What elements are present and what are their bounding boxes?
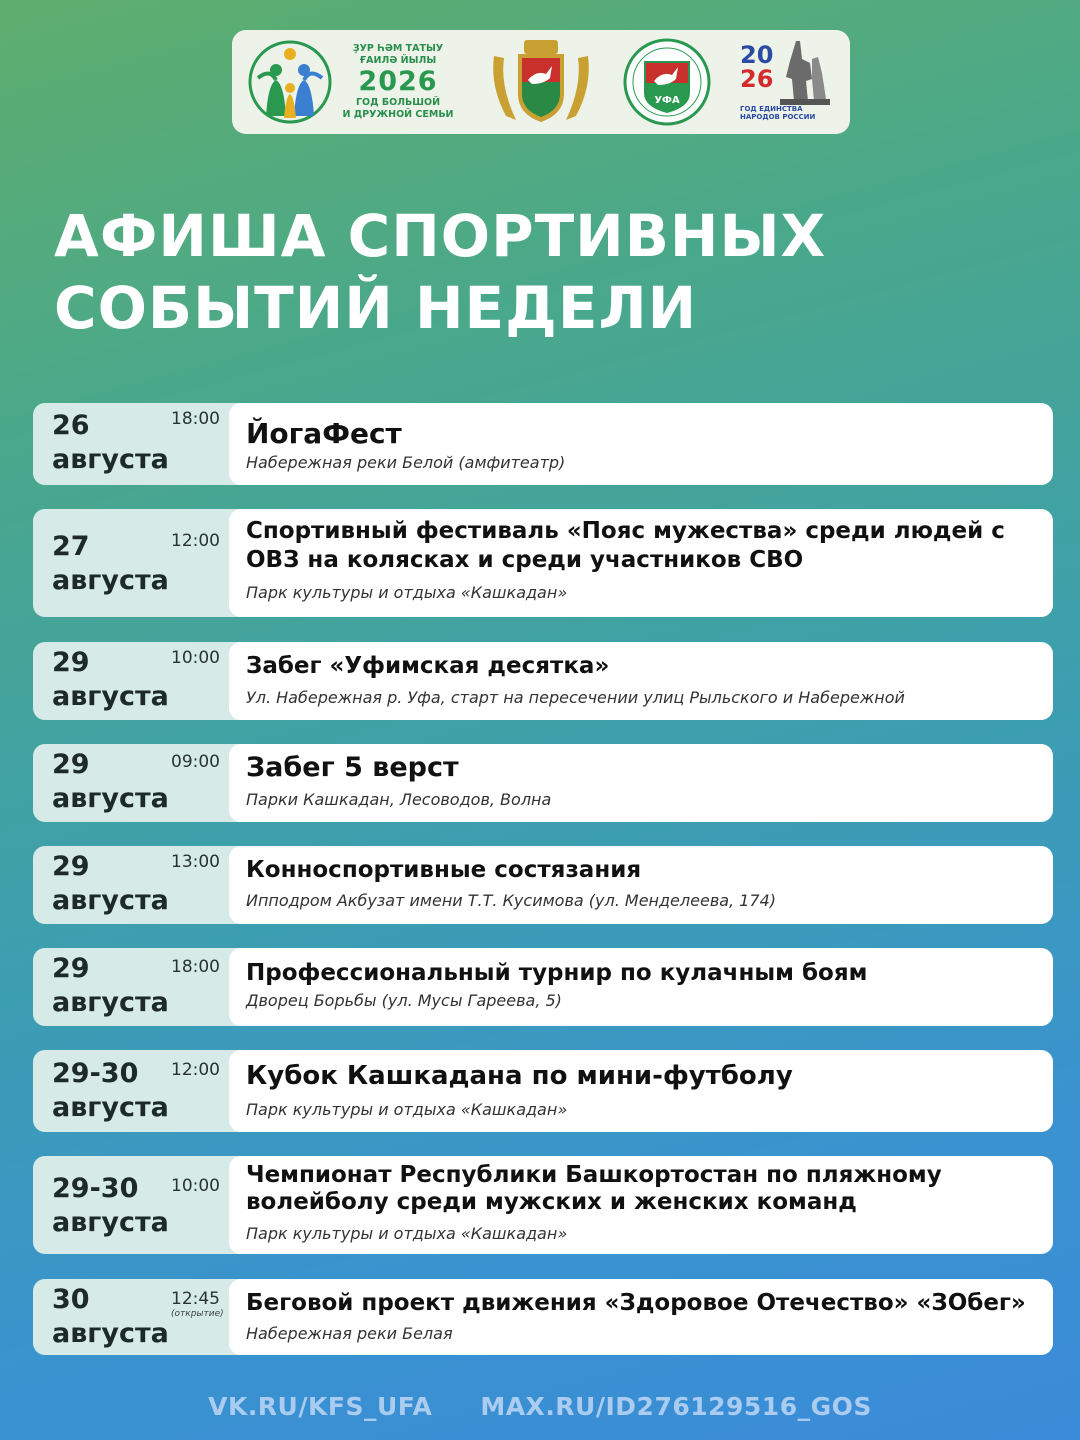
family-emblem-icon [246,38,334,126]
event-date [33,509,229,617]
event-date [33,642,229,720]
event-day: 29-30 [52,1173,139,1204]
event-day: 29 [52,953,90,984]
event-card [33,846,1053,924]
event-month: августа [52,1092,169,1123]
event-day: 29 [52,647,90,678]
family-year-line3: ГОД БОЛЬШОЙ [355,97,441,108]
event-month: августа [52,987,169,1018]
event-place: Ул. Набережная р. Уфа, старт на пересечении улиц Рыльского и Набережной [246,688,905,707]
family-year-number: 2026 [358,66,438,97]
event-place: Набережная реки Белая [246,1324,453,1343]
event-day: 30 [52,1284,90,1315]
event-info [229,509,1053,617]
unity-year-caption: ГОД ЕДИНСТВА НАРОДОВ РОССИИ [740,105,816,121]
event-card [33,744,1053,822]
event-time: 10:00 [171,1176,220,1196]
event-title: Конноспортивные состязания [246,857,642,883]
event-place: Ипподром Акбузат имени Т.Т. Кусимова (ул. Менделеева, 174) [246,891,776,910]
event-time: 10:00 [171,648,220,668]
title-line-2: СОБЫТИЙ НЕДЕЛИ [54,274,698,342]
event-place: Парки Кашкадан, Лесоводов, Волна [246,790,552,809]
event-card [33,642,1053,720]
event-card [33,509,1053,617]
event-info [229,948,1053,1026]
event-title: ЙогаФест [246,417,402,450]
event-info [229,744,1053,822]
title-line-1: АФИША СПОРТИВНЫХ [54,202,827,270]
event-date [33,948,229,1026]
unity-year-b: 26 [740,65,774,93]
event-title: Забег «Уфимская десятка» [246,653,610,679]
monument-icon [766,39,836,105]
page-title [54,200,1034,344]
event-day: 29 [52,851,90,882]
event-date [33,1050,229,1132]
year-of-unity-logo [740,37,836,127]
vk-link[interactable]: VK.RU/KFS_UFA [208,1392,433,1421]
max-link[interactable]: MAX.RU/ID276129516_GOS [480,1392,872,1421]
event-month: августа [52,885,169,916]
event-place: Набережная реки Белой (амфитеатр) [246,453,566,472]
event-month: августа [52,783,169,814]
event-place: Парк культуры и отдыха «Кашкадан» [246,1224,568,1243]
event-title: Забег 5 верст [246,752,459,783]
event-title: Кубок Кашкадана по мини-футболу [246,1061,793,1091]
family-year-line2: ҒАИЛӘ ЙЫЛЫ [359,55,437,66]
event-info [229,1050,1053,1132]
event-place: Дворец Борьбы (ул. Мусы Гареева, 5) [246,991,562,1010]
event-card [33,1050,1053,1132]
footer-links [0,1392,1080,1426]
event-card [33,403,1053,485]
event-month: августа [52,1318,169,1349]
event-date [33,1156,229,1254]
event-info [229,846,1053,924]
event-title: Профессиональный турнир по кулачным боям [246,960,868,986]
event-place: Парк культуры и отдыха «Кашкадан» [246,583,568,602]
event-month: августа [52,681,169,712]
logo-bar [232,30,850,134]
event-time: 12:00 [171,1060,220,1080]
event-time: 13:00 [171,852,220,872]
event-time: 09:00 [171,752,220,772]
event-info [229,1156,1053,1254]
event-day: 29 [52,749,90,780]
event-month: августа [52,444,169,475]
event-info [229,1279,1053,1355]
event-info [229,403,1053,485]
event-date [33,744,229,822]
unity-year-a: 20 [740,41,774,69]
ufa-seal-text: УФА [654,95,680,106]
event-card [33,948,1053,1026]
event-card [33,1156,1053,1254]
family-year-line1: ҘУР ҺӘМ ТАТЫУ [352,43,444,54]
event-day: 26 [52,410,90,441]
event-day: 27 [52,531,90,562]
event-info [229,642,1053,720]
family-year-text [342,43,454,121]
unity-year-number [740,43,773,91]
event-time: 12:00 [171,531,220,551]
event-month: августа [52,1207,169,1238]
event-date [33,846,229,924]
family-year-line4: И ДРУЖНОЙ СЕМЬИ [342,109,454,120]
event-time: 18:00 [171,409,220,429]
event-day: 29-30 [52,1058,139,1089]
event-title: Чемпионат Республики Башкортостан по пляжному волейболу среди мужских и женских команд [246,1162,942,1215]
event-title: Беговой проект движения «Здоровое Отечество» «ЗОбег» [246,1290,1026,1316]
event-date [33,1279,229,1355]
event-card [33,1279,1053,1355]
event-month: августа [52,565,169,596]
event-date [33,403,229,485]
event-title: Спортивный фестиваль «Пояс мужества» среди людей с ОВЗ на колясках и среди участников СВО [246,518,1005,573]
family-year-logo [246,38,456,126]
event-place: Парк культуры и отдыха «Кашкадан» [246,1100,568,1119]
event-time: 18:00 [171,957,220,977]
event-time-note: (открытие) [171,1309,224,1319]
event-time: 12:45 [171,1289,220,1309]
ufa-coat-of-arms-icon [486,36,596,128]
ufa-seal-icon [622,37,712,127]
